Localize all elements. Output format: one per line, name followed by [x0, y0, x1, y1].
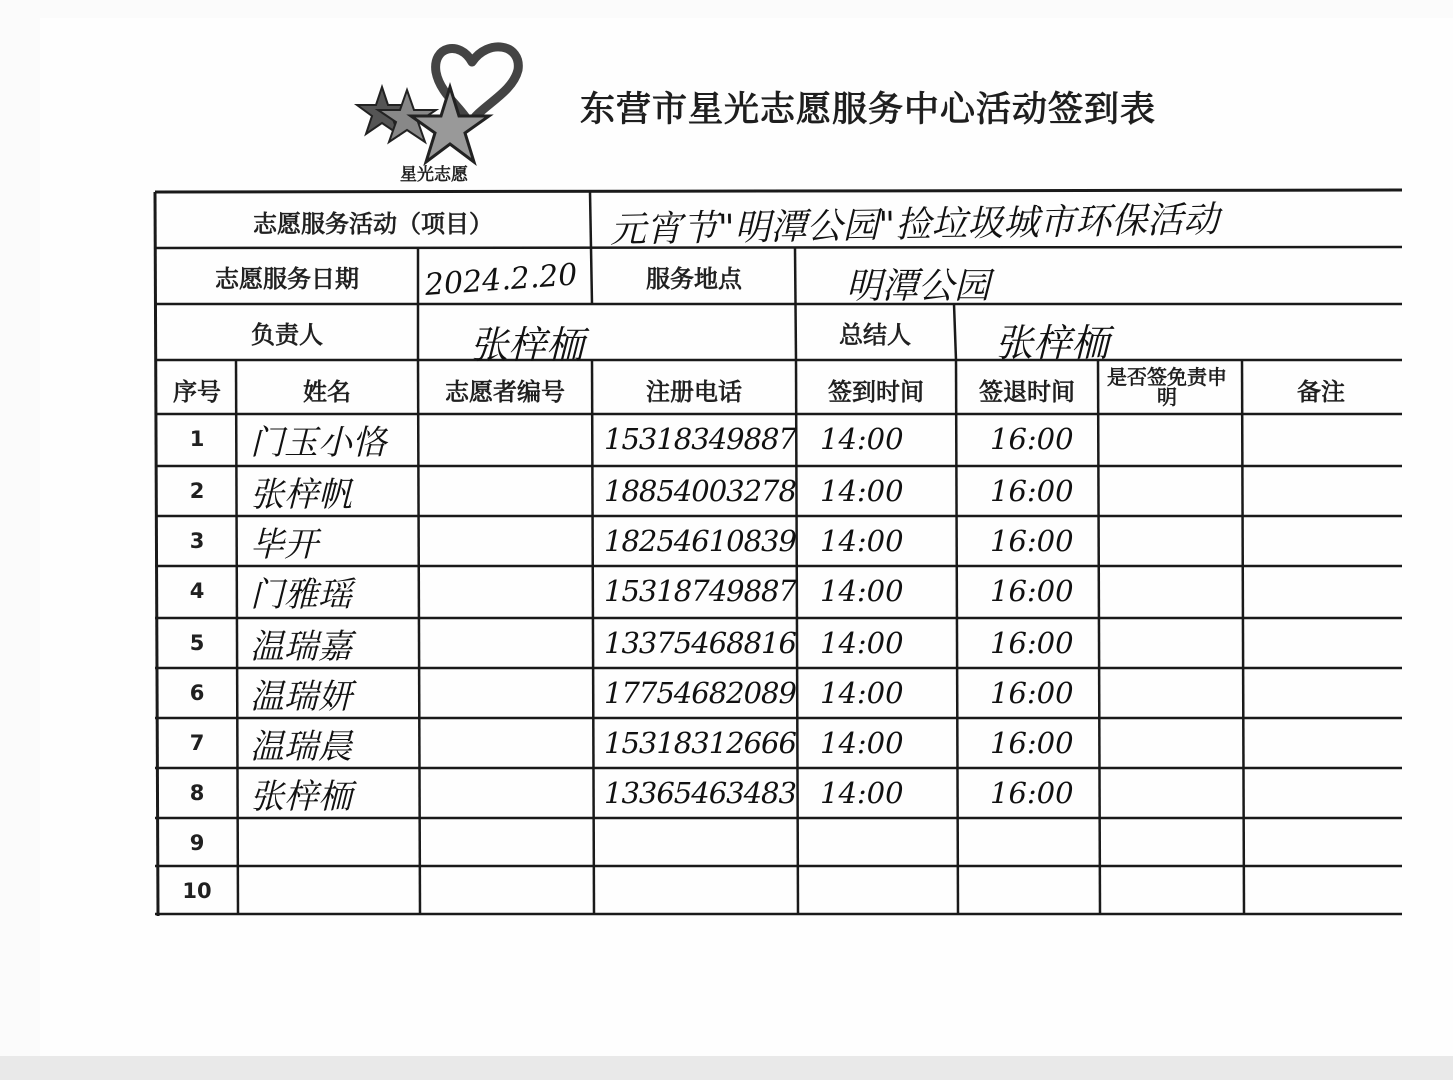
row-phone: 15318749887 — [604, 574, 796, 608]
row-name: 张梓栭 — [250, 776, 352, 817]
row-name: 门玉小恪 — [250, 422, 386, 463]
row-sign-out: 16:00 — [990, 474, 1074, 508]
grid-line-col — [236, 360, 238, 914]
activity-value: 元宵节"明潭公园"捡垃圾城市环保活动 — [609, 199, 1220, 251]
col-header-sign-out: 签退时间 — [979, 377, 1075, 406]
place-label: 服务地点 — [646, 264, 742, 293]
logo-text: 星光志愿 — [400, 165, 468, 185]
row-phone: 13375468816 — [604, 626, 796, 660]
page-title: 东营市星光志愿服务中心活动签到表 — [580, 90, 1157, 130]
row-sign-in: 14:00 — [820, 474, 904, 508]
col-header-no: 序号 — [173, 377, 221, 406]
col-header-note: 备注 — [1297, 377, 1345, 406]
col-header-name: 姓名 — [303, 377, 351, 406]
row-number: 3 — [189, 529, 205, 553]
row-number: 2 — [189, 479, 205, 503]
col-header-phone: 注册电话 — [646, 377, 742, 406]
leader-value: 张梓栭 — [470, 323, 585, 367]
row-name: 门雅瑶 — [250, 574, 352, 615]
place-value: 明潭公园 — [846, 266, 991, 307]
grid-line — [590, 192, 592, 304]
row-sign-out: 16:00 — [990, 676, 1074, 710]
col-header-volunteer-id: 志愿者编号 — [445, 377, 565, 406]
row-phone: 15318349887 — [604, 422, 796, 456]
summary-value: 张梓栭 — [995, 321, 1110, 365]
row-sign-in: 14:00 — [820, 574, 904, 608]
row-number: 10 — [182, 879, 212, 903]
row-sign-out: 16:00 — [990, 524, 1074, 558]
row-sign-out: 16:00 — [990, 726, 1074, 760]
row-phone: 17754682089 — [604, 676, 796, 710]
row-sign-in: 14:00 — [820, 422, 904, 456]
grid-line-col — [1242, 360, 1244, 914]
row-number: 9 — [189, 831, 205, 855]
row-sign-out: 16:00 — [990, 626, 1074, 660]
grid-line-col — [796, 360, 798, 914]
col-header-sign-in: 签到时间 — [828, 377, 924, 406]
grid-line — [954, 304, 956, 360]
grid-line-col — [418, 360, 420, 914]
row-number: 5 — [189, 631, 205, 655]
activity-label: 志愿服务活动（项目） — [253, 209, 493, 238]
leader-label: 负责人 — [251, 320, 323, 349]
row-number: 7 — [189, 731, 205, 755]
row-name: 毕开 — [250, 524, 318, 565]
row-sign-in: 14:00 — [820, 676, 904, 710]
grid-line-col — [1098, 360, 1100, 914]
row-sign-out: 16:00 — [990, 422, 1074, 456]
row-name: 温瑞妍 — [250, 676, 352, 717]
row-phone: 18854003278 — [604, 474, 796, 508]
row-sign-out: 16:00 — [990, 776, 1074, 810]
summary-label: 总结人 — [839, 320, 911, 349]
row-name: 温瑞晨 — [250, 726, 352, 767]
row-phone: 13365463483 — [604, 776, 796, 810]
grid-line-col — [956, 360, 958, 914]
date-value: 2024.2.20 — [423, 257, 579, 303]
row-sign-in: 14:00 — [820, 524, 904, 558]
row-sign-in: 14:00 — [820, 776, 904, 810]
row-phone: 15318312666 — [604, 726, 796, 760]
row-name: 温瑞嘉 — [250, 626, 352, 667]
row-number: 4 — [189, 579, 205, 603]
row-phone: 18254610839 — [604, 524, 796, 558]
col-header-waiver: 是否签免责申明 — [1107, 365, 1227, 409]
row-number: 6 — [189, 681, 205, 705]
grid-line-col — [592, 360, 594, 914]
row-number: 8 — [189, 781, 205, 805]
row-sign-in: 14:00 — [820, 726, 904, 760]
row-name: 张梓帆 — [250, 474, 352, 515]
date-label: 志愿服务日期 — [215, 264, 359, 293]
row-number: 1 — [189, 427, 205, 451]
row-sign-out: 16:00 — [990, 574, 1074, 608]
row-sign-in: 14:00 — [820, 626, 904, 660]
